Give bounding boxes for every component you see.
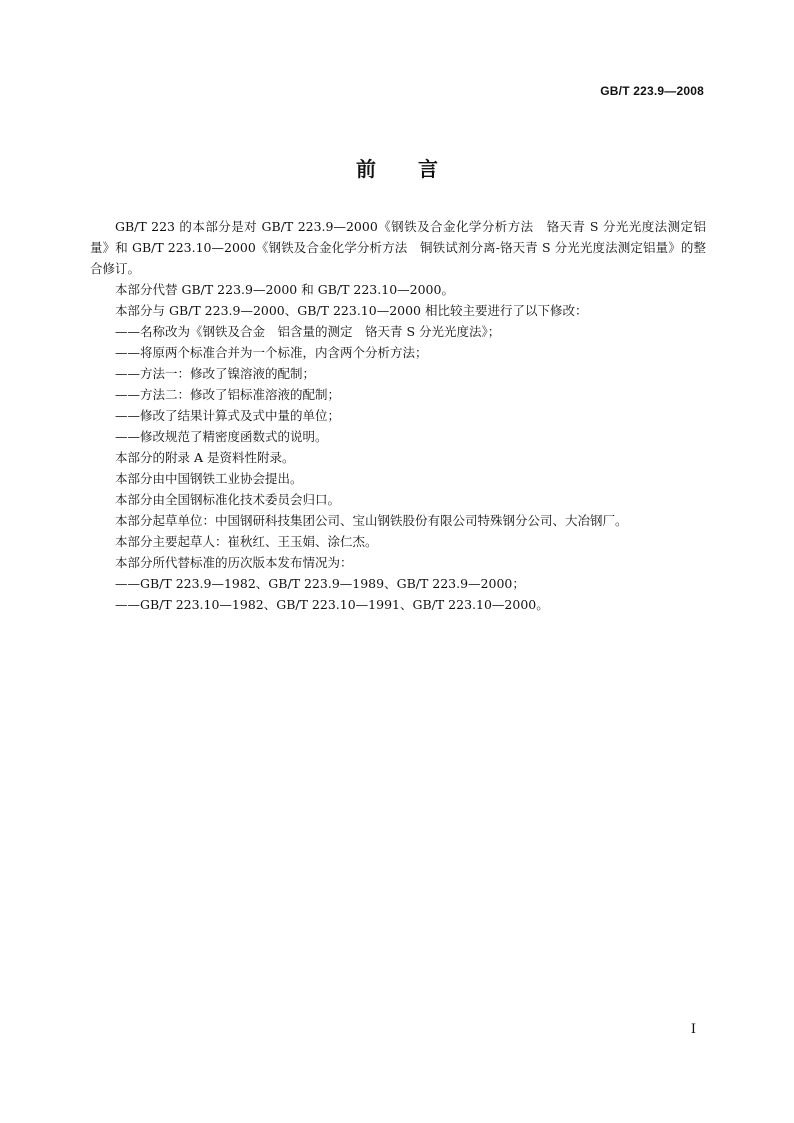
change-item-6: ——修改规范了精密度函数式的说明。	[115, 429, 328, 444]
paragraph-drafters: 本部分主要起草人：崔秋红、王玉娟、涂仁杰。	[115, 534, 378, 549]
paragraph-2: 本部分与 GB/T 223.9—2000、GB/T 223.10—2000 相比较主要进行了以下修改：	[115, 303, 588, 318]
foreword-body	[90, 216, 706, 615]
paragraph-committee: 本部分由全国钢标准化技术委员会归口。	[115, 492, 341, 507]
paragraph-1: 本部分代替 GB/T 223.9—2000 和 GB/T 223.10—2000。	[115, 282, 454, 297]
paragraph-appendix: 本部分的附录 A 是资料性附录。	[115, 450, 295, 465]
change-item-5: ——修改了结果计算式及式中量的单位；	[115, 408, 341, 423]
change-item-1: ——名称改为《钢铁及合金 铝含量的测定 铬天青 S 分光光度法》；	[115, 324, 501, 339]
change-item-2: ——将原两个标准合并为一个标准，内含两个分析方法；	[115, 345, 428, 360]
paragraph-proposer: 本部分由中国钢铁工业协会提出。	[115, 471, 303, 486]
change-item-4: ——方法二：修改了铝标准溶液的配制；	[115, 387, 341, 402]
page-number: I	[690, 1022, 696, 1037]
paragraph-drafting-units: 本部分起草单位：中国钢研科技集团公司、宝山钢铁股份有限公司特殊钢分公司、大冶钢厂。	[115, 513, 628, 528]
history-item-1: ——GB/T 223.9—1982、GB/T 223.9—1989、GB/T 223.9—2000；	[115, 576, 525, 591]
history-item-2: ——GB/T 223.10—1982、GB/T 223.10—1991、GB/T 223.10—2000。	[115, 597, 549, 612]
change-item-3: ——方法一：修改了镍溶液的配制；	[115, 366, 316, 381]
page-title: 前言	[356, 157, 480, 181]
intro-paragraph: GB/T 223 的本部分是对 GB/T 223.9—2000《钢铁及合金化学分析方法 铬天青 S 分光光度法测定铝量》和 GB/T 223.10—2000《钢铁及合金化学分析方法 铜铁试剂分离-铬天青 S 分光光度法测定铝量》的整合修订。	[90, 219, 706, 276]
standard-code: GB/T 223.9—2008	[600, 84, 704, 98]
paragraph-history-intro: 本部分所代替标准的历次版本发布情况为：	[115, 555, 353, 570]
